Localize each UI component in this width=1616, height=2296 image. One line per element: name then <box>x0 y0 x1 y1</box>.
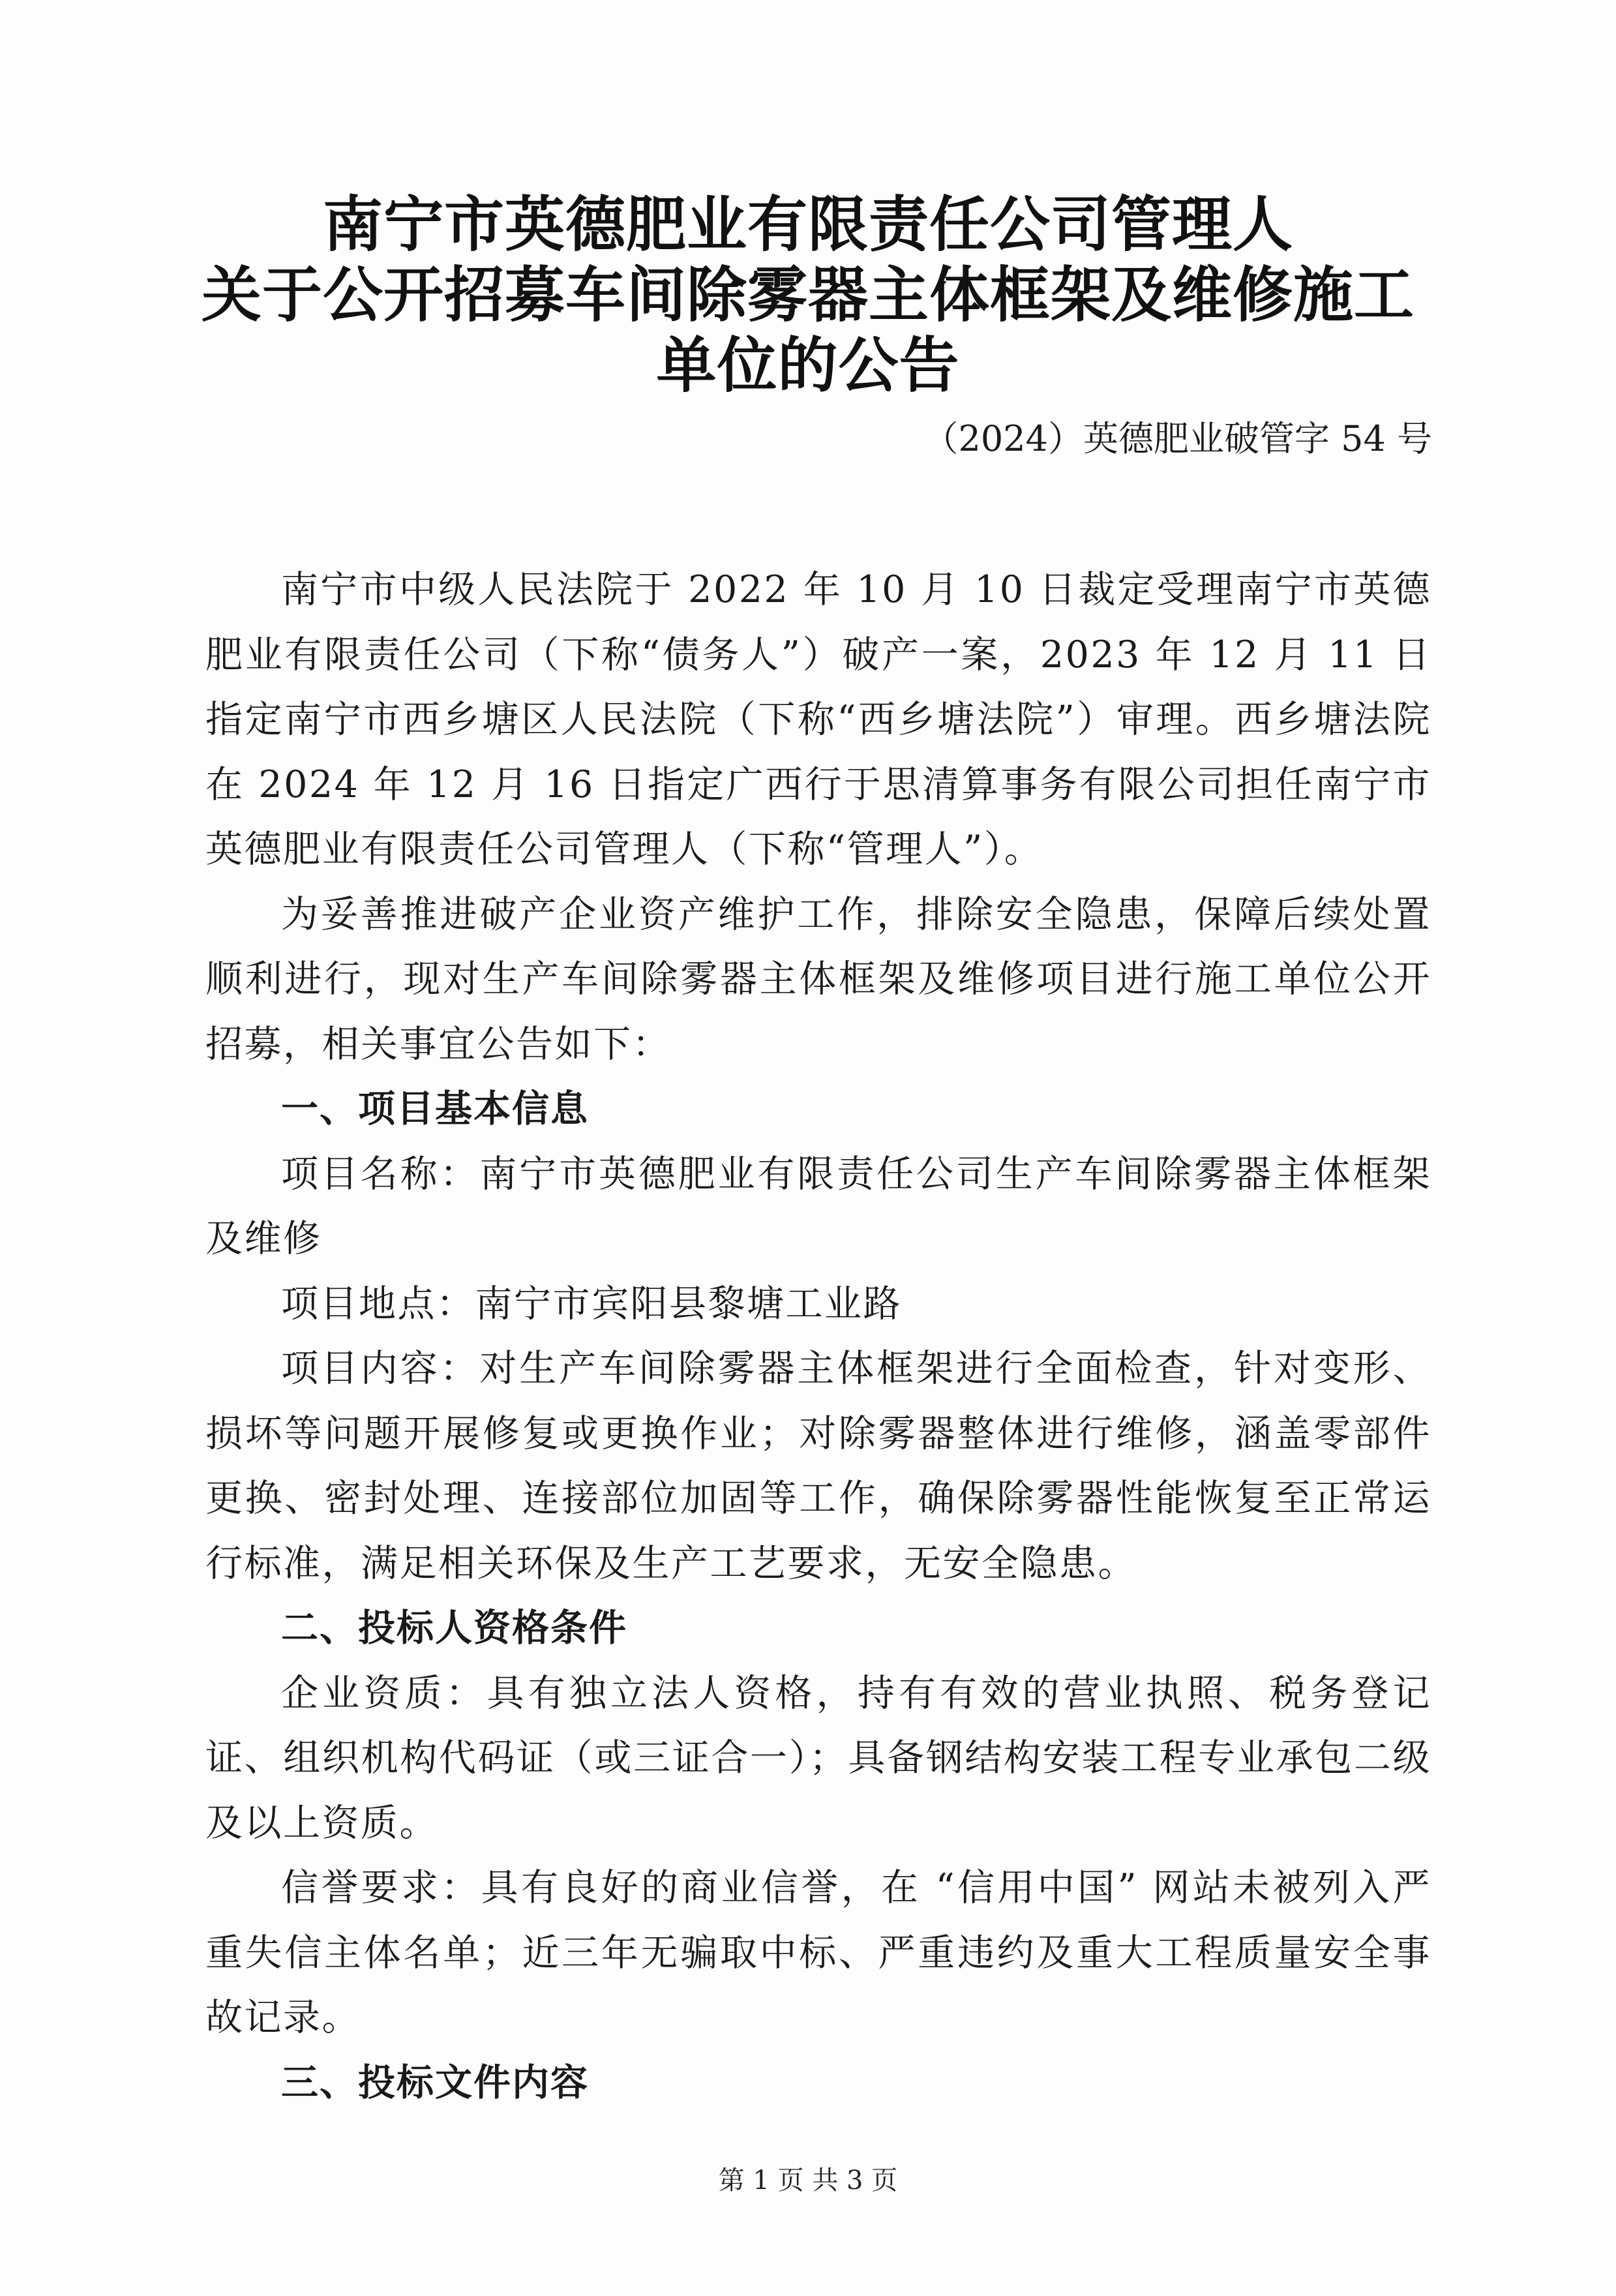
page-number: 第 1 页 共 3 页 <box>718 2166 898 2196</box>
title-line-3: 单位的公告 <box>656 330 960 400</box>
paragraph-project-location: 项目地点：南宁市宾阳县黎塘工业路 <box>281 1282 902 1325</box>
paragraph-project-name: 项目名称：南宁市英德肥业有限责任公司生产车间除雾器主体框架及维修 <box>205 1152 1431 1260</box>
title-line-1: 南宁市英德肥业有限责任公司管理人 <box>322 189 1293 260</box>
section-heading-bid-documents: 三、投标文件内容 <box>281 2061 589 2104</box>
section-heading-bidder-qualifications: 二、投标人资格条件 <box>281 1607 627 1650</box>
page-footer <box>0 2164 1616 2197</box>
paragraph-project-content: 项目内容：对生产车间除雾器主体框架进行全面检查，针对变形、损坏等问题开展修复或更换作业；对除雾器整体进行维修，涵盖零部件更换、密封处理、连接部位加固等工作，确保除雾器性能恢复至正常运行标准，满足相关环保及生产工艺要求，无安全隐患。 <box>205 1347 1431 1585</box>
document-body <box>205 558 1431 2115</box>
title-line-2: 关于公开招募车间除雾器主体框架及维修施工 <box>201 260 1414 330</box>
paragraph-court-background: 南宁市中级人民法院于 2022 年 10 月 10 日裁定受理南宁市英德肥业有限责任公司（下称“债务人”）破产一案，2023 年 12 月 11 日指定南宁市西乡塘区人民法院（下称“西乡塘法院”）审理。西乡塘法院在 2024 年 12 月 16 日指定广西行于思清算事务有限公司担任南宁市英德肥业有限责任公司管理人（下称“管理人”）。 <box>205 568 1431 871</box>
document-title <box>0 189 1616 400</box>
paragraph-purpose: 为妥善推进破产企业资产维护工作，排除安全隐患，保障后续处置顺利进行，现对生产车间除雾器主体框架及维修项目进行施工单位公开招募，相关事宜公告如下： <box>205 892 1431 1066</box>
document-number: （2024）英德肥业破管字 54 号 <box>923 418 1432 459</box>
paragraph-credit-requirement: 信誉要求：具有良好的商业信誉，在 “信用中国” 网站未被列入严重失信主体名单；近三年无骗取中标、严重违约及重大工程质量安全事故记录。 <box>205 1866 1431 2039</box>
section-heading-project-info: 一、项目基本信息 <box>281 1087 589 1130</box>
paragraph-enterprise-qualification: 企业资质：具有独立法人资格，持有有效的营业执照、税务登记证、组织机构代码证（或三证合一）；具备钢结构安装工程专业承包二级及以上资质。 <box>205 1671 1431 1845</box>
